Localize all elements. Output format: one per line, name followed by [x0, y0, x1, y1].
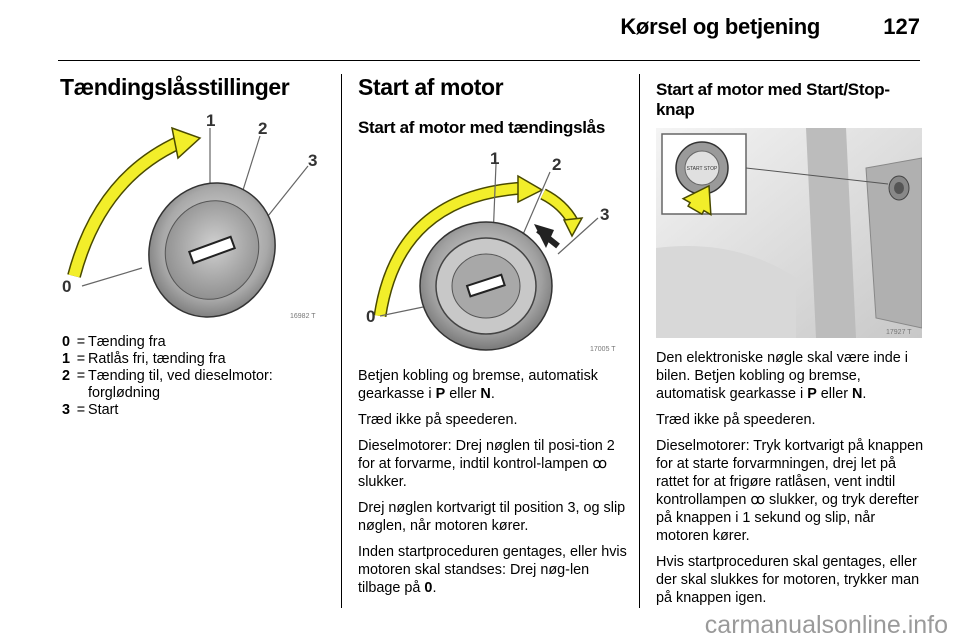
position-legend — [62, 334, 332, 419]
paragraph: Betjen kobling og bremse, automatisk gearkasse i P eller N. — [358, 368, 598, 402]
paragraph: Træd ikke på speederen. — [656, 412, 816, 428]
position-label-1: 1 — [206, 111, 216, 130]
right-heading: Start af motor med Start/Stop-knap — [656, 80, 890, 119]
paragraph: Dieselmotorer: Tryk kortvarigt på knappen for at starte forvarmningen, drej let på rattet for at frigøre ratlåsen, vent indtil kontrollampen ꝏ slukker, og tryk derefter på knappen i 1 sekund og slip, når motoren kører. — [656, 438, 924, 544]
middle-body — [358, 367, 630, 605]
middle-heading: Start af motor — [358, 74, 504, 100]
column-divider-right — [639, 74, 640, 608]
glow-plug-icon: ꝏ — [750, 492, 766, 508]
figure-code: 16982 T — [290, 313, 316, 320]
position-label-1: 1 — [490, 149, 500, 168]
middle-subheading: Start af motor med tændingslås — [358, 118, 605, 137]
paragraph: Drej nøglen kortvarigt til position 3, og slip nøglen, når motoren kører. — [358, 500, 626, 534]
figure-code: 17927 T — [886, 329, 912, 336]
position-label-0: 0 — [62, 277, 72, 296]
right-body — [656, 349, 928, 615]
legend-row: 1 = Ratlås fri, tænding fra — [62, 351, 226, 367]
paragraph: Den elektroniske nøgle skal være inde i bilen. Betjen kobling og bremse, automatisk gearkasse i P eller N. — [656, 350, 908, 402]
ignition-positions-figure — [60, 108, 330, 323]
figure-code: 17005 T — [590, 346, 616, 353]
legend-row: 2 = Tænding til, ved dieselmotor: forglødning — [62, 368, 273, 401]
button-text: START STOP — [686, 166, 718, 172]
ignition-start-figure — [358, 146, 628, 356]
position-label-2: 2 — [552, 155, 562, 174]
position-label-0: 0 — [366, 307, 376, 326]
position-label-2: 2 — [258, 119, 268, 138]
paragraph: Hvis startproceduren skal gentages, eller der skal slukkes for motoren, trykker man på knappen igen. — [656, 554, 920, 606]
header-title: Kørsel og betjening — [620, 14, 820, 39]
page-number: 127 — [883, 14, 920, 39]
position-label-3: 3 — [308, 151, 318, 170]
column-divider-left — [341, 74, 342, 608]
legend-row: 0 = Tænding fra — [62, 334, 166, 350]
glow-plug-icon: ꝏ — [592, 456, 608, 472]
legend-row: 3 = Start — [62, 402, 119, 418]
start-stop-button-figure — [656, 128, 922, 338]
header-rule — [58, 60, 920, 61]
paragraph: Træd ikke på speederen. — [358, 412, 518, 428]
watermark: carmanualsonline.info — [704, 611, 948, 639]
left-heading: Tændingslåsstillinger — [60, 74, 290, 100]
paragraph: Dieselmotorer: Drej nøglen til posi-tion 2 for at forvarme, indtil kontrol-lampen ꝏ slukker. — [358, 438, 615, 490]
position-label-3: 3 — [600, 205, 610, 224]
paragraph: Inden startproceduren gentages, eller hvis motoren skal standses: Drej nøg-len tilbage på 0. — [358, 544, 627, 596]
